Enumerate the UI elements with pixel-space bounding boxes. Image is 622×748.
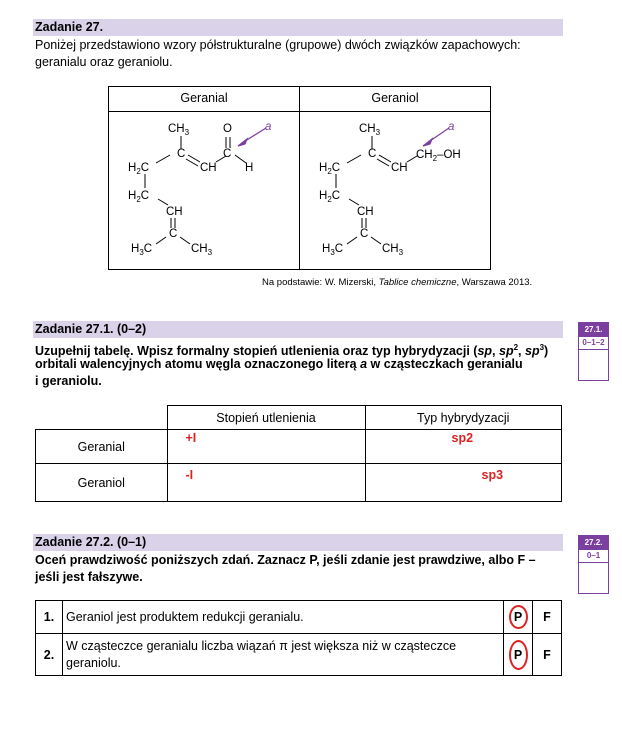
geranial-structure — [108, 111, 298, 267]
score-id-27-1: 27.1. — [579, 323, 608, 336]
row-name-geranial: Geranial — [36, 430, 168, 464]
table-row — [36, 464, 562, 502]
geranial-h2c-1: $H_2C$ — [128, 162, 150, 176]
selected-circle-1[interactable]: P — [509, 605, 528, 629]
geraniol-column-header: Geraniol — [371, 91, 419, 105]
hybrid-input-geranial[interactable]: sp2 — [365, 430, 562, 464]
task27-intro-line1: Poniżej przedstawiono wzory półstrukturalne (grupowe) dwóch związków zapachowych: — [35, 38, 521, 52]
geraniol-h3c: $H_3C$ — [322, 243, 344, 257]
task271-instruction-line1: Uzupełnij tabelę. Wpisz formalny stopień utlenienia oraz typ hybrydyzacji (sp, $sp^2$, $sp^3$) — [35, 343, 549, 359]
score-box-27-2 — [578, 535, 609, 594]
score-field-27-1[interactable] — [579, 350, 608, 380]
row-name-geraniol: Geraniol — [36, 464, 168, 502]
false-option-1[interactable]: F — [533, 601, 562, 634]
score-range-27-1: 0–1–2 — [579, 336, 608, 350]
table-row — [36, 634, 562, 676]
geranial-c-lower: C — [169, 228, 178, 240]
geranial-oxygen: O — [223, 123, 232, 135]
task272-instruction-line1: Oceń prawdziwość poniższych zdań. Zaznacz P, jeśli zdanie jest prawdziwe, albo F – — [35, 553, 536, 567]
true-option-2[interactable] — [504, 634, 533, 676]
task271-title: Zadanie 27.1. (0–2) — [35, 322, 147, 336]
geranial-h-aldehyde: H — [245, 162, 254, 174]
geraniol-ch-lower: CH — [357, 206, 374, 218]
geraniol-c2: C — [368, 148, 377, 160]
task27-intro-line2: geranialu oraz geraniolu. — [35, 55, 173, 69]
geranial-ch3-tail: $CH_3$ — [191, 243, 213, 257]
oxidation-input-geranial[interactable]: +I — [167, 430, 365, 464]
score-range-27-2: 0–1 — [579, 549, 608, 563]
source-note: Na podstawie: W. Mizerski, Tablice chemiczne, Warszawa 2013. — [262, 277, 533, 288]
geranial-column-header: Geranial — [180, 91, 228, 105]
header-oxidation-state: Stopień utlenienia — [167, 406, 365, 430]
statement-text-2: W cząsteczce geranialu liczba wiązań π jest większa niż w cząsteczce geraniolu. — [63, 634, 504, 676]
task27-title: Zadanie 27. — [35, 20, 104, 34]
geranial-ch-lower: CH — [166, 206, 183, 218]
geranial-c2: C — [177, 148, 186, 160]
answer-table-27-1 — [35, 405, 562, 502]
geraniol-ch3-top: $CH_3$ — [359, 123, 381, 137]
true-false-table — [35, 600, 562, 676]
geranial-label-a: a — [265, 121, 272, 133]
task271-header-band — [33, 321, 563, 338]
geraniol-label-a: a — [448, 121, 455, 133]
geranial-h3c: $H_3C$ — [131, 243, 153, 257]
geranial-ch-vinyl: CH — [200, 162, 217, 174]
hybrid-input-geraniol[interactable]: sp3 — [365, 464, 562, 502]
selected-circle-2[interactable]: P — [509, 640, 528, 670]
table-row — [36, 601, 562, 634]
score-field-27-2[interactable] — [579, 563, 608, 593]
geraniol-ch3-tail: $CH_3$ — [382, 243, 404, 257]
score-id-27-2: 27.2. — [579, 536, 608, 549]
statement-text-1: Geraniol jest produktem redukcji geranialu. — [63, 601, 504, 634]
false-option-2[interactable]: F — [533, 634, 562, 676]
statement-number-2: 2. — [36, 634, 63, 676]
geraniol-c-lower: C — [360, 228, 369, 240]
task27-header-band — [33, 19, 563, 36]
oxidation-input-geraniol[interactable]: -I — [167, 464, 365, 502]
geraniol-h2c-1: $H_2C$ — [319, 162, 341, 176]
geranial-c-aldehyde: C — [223, 148, 232, 160]
header-hybridization: Typ hybrydyzacji — [365, 406, 562, 430]
task271-instruction-line2: orbitali walencyjnych atomu węgla oznaczonego literą a w cząsteczkach geranialu — [35, 357, 523, 371]
task272-header-band — [33, 534, 563, 551]
score-box-27-1 — [578, 322, 609, 381]
geranial-ch3-top: $CH_3$ — [168, 123, 190, 137]
task271-instruction-line3: i geraniolu. — [35, 374, 102, 388]
geraniol-h2c-2: $H_2C$ — [319, 190, 341, 204]
task272-title: Zadanie 27.2. (0–1) — [35, 535, 147, 549]
table-row — [36, 430, 562, 464]
true-option-1[interactable] — [504, 601, 533, 634]
statement-number-1: 1. — [36, 601, 63, 634]
geraniol-ch2oh: $CH_2-OH$ — [416, 149, 461, 163]
task272-instruction-line2: jeśli jest fałszywe. — [35, 570, 143, 584]
geraniol-structure — [299, 111, 489, 267]
geranial-h2c-2: $H_2C$ — [128, 190, 150, 204]
geraniol-ch-vinyl: CH — [391, 162, 408, 174]
